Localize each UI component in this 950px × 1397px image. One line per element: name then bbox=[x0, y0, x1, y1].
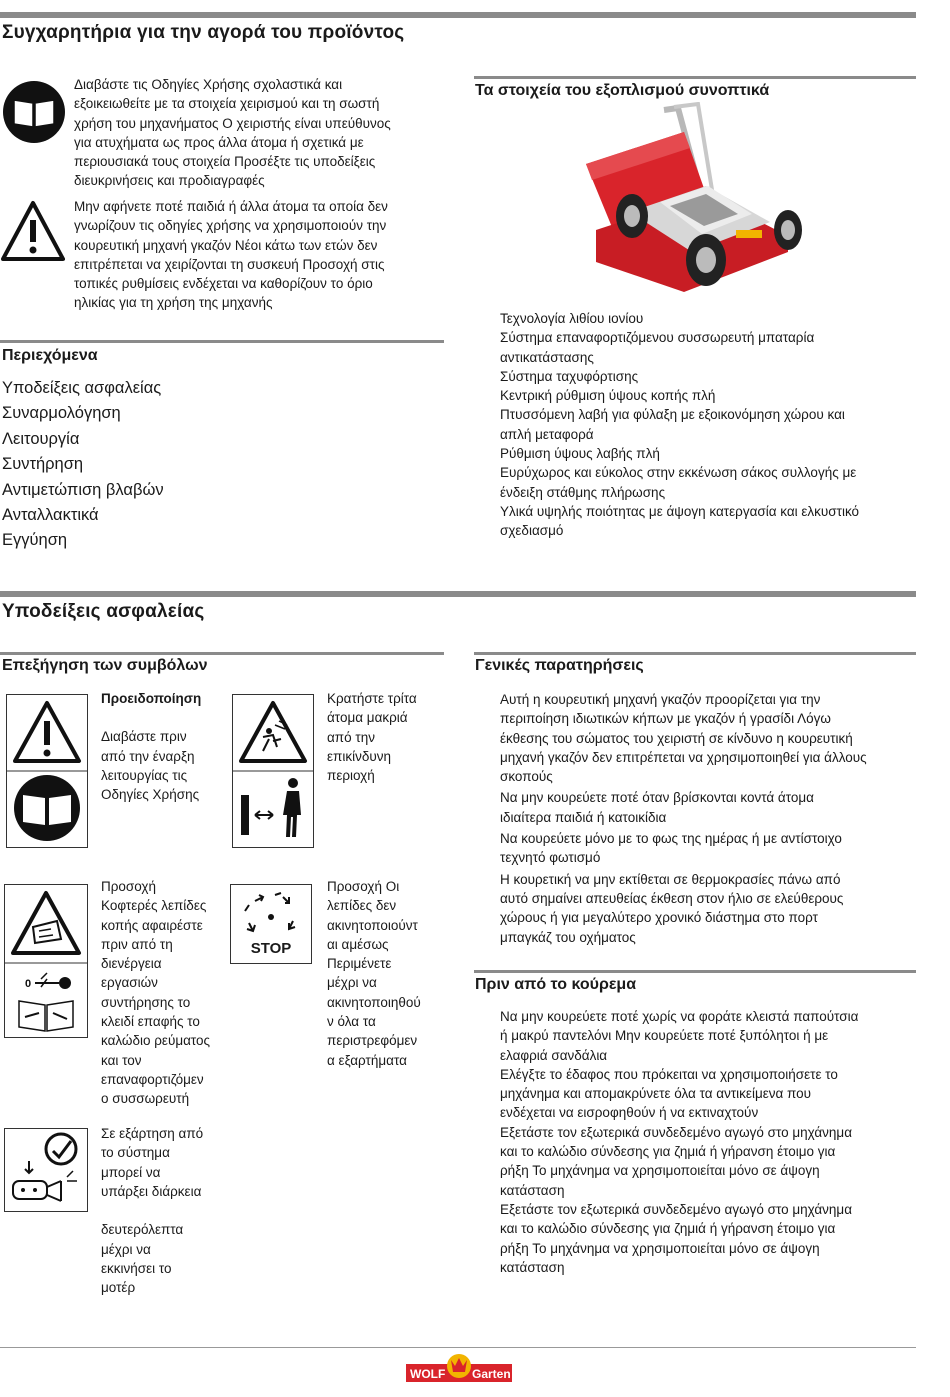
general-rule bbox=[474, 652, 916, 655]
safety-rule bbox=[0, 591, 916, 597]
symbol-read-manual bbox=[6, 694, 88, 848]
symbols-rule bbox=[0, 652, 444, 655]
equipment-heading: Τα στοιχεία του εξοπλισμού συνοπτικά bbox=[475, 82, 770, 99]
warning-triangle-icon bbox=[1, 200, 65, 262]
symbols-heading: Επεξήγηση των συμβόλων bbox=[2, 657, 208, 674]
top-rule bbox=[0, 12, 916, 18]
contents-heading: Περιεχόμενα bbox=[2, 347, 98, 364]
general-text: Αυτή η κουρευτική μηχανή γκαζόν προορίζεται για την περιποίηση ιδιωτικών κήπων με γκαζόν ή γρασίδι Λόγω έκθεσης του σώματος του χειριστή σε κίνδυνο η κουρευτική μηχανή γκαζόν δεν επιτρέπεται να χρησιμοποιηθεί για άλλους σκοπούς Να μην κουρεύετε ποτέ όταν βρίσκονται κοντά άτομα ιδιαίτερα παιδιά ή κατοικίδια Να κουρεύετε μόνο με το φως της ημέρας ή με αντίστοιχο τεχνητό φωτισμό Η κουρετική να μην εκτίθεται σε θερμοκρασίες πάνω από αυτό σημαίνει απευθείας έκθεση στον ήλιο σε ελεύθερους χώρους ή για μεγαλύτερο χρονικό διάστημα στο πορτ μπαγκάζ του οχήματος bbox=[500, 692, 867, 945]
before-text: Να μην κουρεύετε ποτέ χωρίς να φοράτε κλειστά παπούτσια ή μακρύ παντελόνι Μην κουρεύετε ποτέ ξυπόλητοι ή με ελαφριά σανδάλια Ελέγξτε το έδαφος που πρόκειται να χρησιμοποιήσετε το μηχάνημα και απομακρύνετε όλα τα αντικείμενα που ενδέχεται να εισροφηθούν ή να εκτιναχτούν Εξετάστε τον εξωτερικά συνδεδεμένο αγωγό στο μηχάνημα και το καλώδιο σύνδεσης για ζημιά ή γήρανση έτοιμο για ρήξη Το μηχάνημα να χρησιμοποιείται μόνο σε άψογη κατάσταση Εξετάστε τον εξωτερικά συνδεδεμένο αγωγό στο μηχάνημα και το καλώδιο σύνδεσης για ζημιά ή γήρανση έτοιμο για ρήξη Το μηχάνημα να χρησιμοποιείται μόνο σε άψογη κατάσταση bbox=[500, 1009, 859, 1275]
symbol-stop-blades bbox=[230, 884, 312, 964]
symbol-keep-away bbox=[232, 694, 314, 848]
stop-label: STOP bbox=[250, 940, 292, 957]
before-heading: Πριν από το κούρεμα bbox=[475, 976, 637, 993]
logo-garten-text: Garten bbox=[472, 1367, 511, 1381]
sym1-title: Προειδοποίηση bbox=[101, 691, 202, 706]
warning-text: Μην αφήνετε ποτέ παιδιά ή άλλα άτομα τα οποία δεν γνωρίζουν τις οδηγίες χρήσης να χρησιμοποιούν την κουρευτική μηχανή γκαζόν Νέοι κάτω των ετών δεν επιτρέπεται να χειρίζονται τη συσκευή Προσοχή στις τοπικές ρυθμίσεις ενδέχεται να καθορίζουν το όριο ηλικίας για τη χρήση της μηχανής bbox=[74, 199, 388, 311]
sym4-text: Προσοχή Οι λεπίδες δεν ακινητοποιούντ αι αμέσως Περιμένετε μέχρι να ακινητοποιηθού ν όλα τα περιστρεφόμεν α εξαρτήματα bbox=[327, 879, 421, 1068]
before-rule bbox=[474, 970, 916, 973]
general-heading: Γενικές παρατηρήσεις bbox=[475, 657, 644, 674]
read-manual-text: Διαβάστε τις Οδηγίες Χρήσης σχολαστικά και εξοικειωθείτε με τα στοιχεία χειρισμού και τη σωστή χρήση του μηχανήματος Ο χειριστής είναι υπεύθυνος για ατυχήματα ως προς άλλα άτομα ή σχετικά με περιουσιακά τους στοιχεία Προσέξτε τις υποδείξεις διευκρινήσεις και προδιαγραφές bbox=[74, 77, 391, 189]
sym2-text: Κρατήστε τρίτα άτομα μακριά από την επικίνδυνη περιοχή bbox=[327, 691, 417, 784]
contents-list bbox=[2, 376, 422, 554]
equipment-rule bbox=[474, 76, 916, 79]
logo-wolf-text: WOLF bbox=[410, 1367, 446, 1381]
intro-title: Συγχαρητήρια για την αγορά του προϊόντος bbox=[2, 22, 405, 43]
contents-item[interactable]: Συναρμολόγηση bbox=[2, 404, 121, 423]
wolf-garten-logo[interactable] bbox=[406, 1352, 512, 1386]
contents-item[interactable]: Λειτουργία bbox=[2, 429, 80, 448]
equipment-features: Τεχνολογία λιθίου ιονίου Σύστημα επαναφορτιζόμενου συσσωρευτή μπαταρία αντικατάστασης Σύστημα ταχυφόρτισης Κεντρική ρύθμιση ύψους κοπής πλή Πτυσσόμενη λαβή για φύλαξη με εξοικονόμηση χώρου και απλή μεταφορά Ρύθμιση ύψους λαβής πλή Ευρύχωρος και εύκολος στην εκκένωση σάκος συλλογής με ένδειξη στάθμης πλήρωσης Υλικά υψηλής ποιότητας με άψογη κατεργασία και ελκυστικό σχεδιασμό bbox=[500, 311, 860, 539]
contents-rule bbox=[0, 340, 444, 343]
contents-item[interactable]: Αντιμετώπιση βλαβών bbox=[2, 480, 164, 499]
lawn-mower-photo bbox=[556, 102, 818, 302]
contents-item[interactable]: Υποδείξεις ασφαλείας bbox=[2, 379, 162, 397]
sym5-text: Σε εξάρτηση από το σύστημα μπορεί να υπάρξει διάρκεια δευτερόλεπτα μέχρι να εκκινήσει το μοτέρ bbox=[101, 1126, 204, 1296]
footer-rule bbox=[0, 1347, 916, 1348]
safety-title: Υποδείξεις ασφαλείας bbox=[2, 601, 205, 622]
sym1-text-block: Προειδοποίηση Διαβάστε πριν από την έναρξη λειτουργίας τις Οδηγίες Χρήσης bbox=[101, 689, 225, 804]
contents-item[interactable]: Συντήρηση bbox=[2, 455, 84, 474]
sym3-text: Προσοχή Κοφτερές λεπίδες κοπής αφαιρέστε πριν από τη διενέργεια εργασιών συντήρησης το κλειδί επαφής το καλώδιο ρεύματος και τον επαναφορτιζόμεν ο συσσωρευτή bbox=[101, 879, 211, 1107]
book-icon bbox=[2, 80, 66, 144]
contents-item[interactable]: Ανταλλακτικά bbox=[2, 506, 99, 525]
symbol-motor-delay bbox=[4, 1128, 88, 1212]
symbol-sharp-blades bbox=[4, 884, 88, 1038]
svg-text:0: 0 bbox=[25, 978, 32, 990]
contents-item[interactable]: Εγγύηση bbox=[2, 531, 68, 550]
